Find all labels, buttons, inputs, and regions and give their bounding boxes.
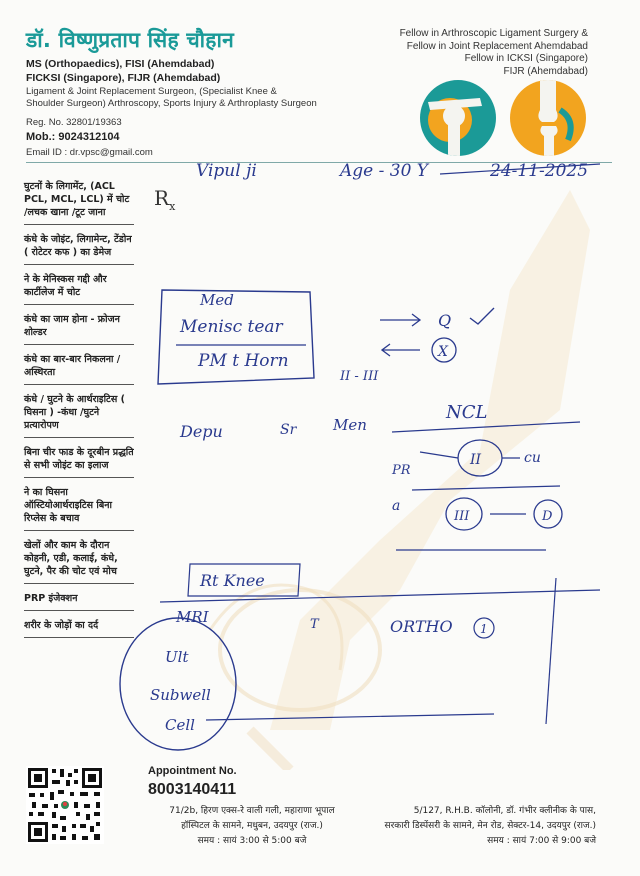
fellow-line: Fellow in ICKSI (Singapore) [464, 53, 588, 64]
fellow-line: Fellow in Joint Replacement Ahemdabad [406, 40, 588, 52]
service-item: कंधे / घुटने के आर्थराइटिस ( घिसना ) -कंधा /घुटने प्रत्यारोपण [24, 393, 134, 438]
hw-sr: Sr [280, 422, 297, 438]
hw-iii: III [454, 509, 470, 524]
hw-age: Age - 30 Y [340, 161, 429, 181]
doctor-name: डॉ. विष्णुप्रताप सिंह चौहान [26, 28, 234, 52]
fellow-line: Fellow in Arthroscopic Ligament Surgery & [399, 28, 588, 39]
appointment-number: 8003140411 [148, 781, 237, 798]
hw-tick [470, 308, 494, 324]
qr-code [26, 766, 104, 844]
address-left-line-3: समय : सायं 3:00 से 5:00 बजे [197, 836, 307, 846]
hw-one: 1 [480, 622, 488, 636]
hw-patient-name: Vipul ji [196, 161, 257, 181]
hw-line-5 [206, 714, 494, 720]
service-item: खेलों और काम के दौरान कोहनी, एडी, कलाई, कंधे, घुटने, पैर की चोट एवं मोच [24, 539, 134, 584]
hw-ncl: NCL [446, 402, 488, 423]
hw-pm-horn: PM t Horn [198, 351, 289, 371]
service-item: कंधे का बार-बार निकलना / अस्थिरता [24, 353, 134, 385]
hw-t: T [310, 617, 319, 632]
hw-ii: II [470, 452, 482, 468]
hw-x: X [438, 344, 448, 360]
qualification-line-1: MS (Orthopaedics), FISI (Ahemdabad) [26, 58, 215, 70]
address-left [147, 804, 357, 849]
mobile-number: Mob.: 9024312104 [26, 131, 120, 143]
address-left-line-2: हॉस्पिटल के सामने, मधुबन, उदयपुर (राज.) [181, 821, 323, 831]
appointment-label: Appointment No. [148, 765, 237, 777]
email-address: Email ID : dr.vpsc@gmail.com [26, 147, 153, 158]
service-item: PRP इंजेक्शन [24, 592, 134, 611]
hw-grade: II - III [340, 369, 379, 384]
hw-vertical-line [546, 578, 556, 724]
hw-ortho: ORTHO [390, 617, 453, 636]
hw-line-2 [412, 486, 560, 490]
hw-a: a [392, 498, 401, 514]
hw-rt-knee: Rt Knee [200, 571, 265, 590]
service-item: ने के मेनिस्कस गद्दी और कार्टीलेज में चोट [24, 273, 134, 305]
rx-r: R [154, 186, 170, 210]
address-right-line-2: सरकारी डिस्पेंसरी के सामने, मेन रोड, सेक्टर-14, उदयपुर (राज.) [384, 821, 596, 831]
hw-line-1 [392, 422, 580, 432]
service-item: बिना चीर फाड के दूरबीन प्रद्धति से सभी जोइंट का इलाज [24, 446, 134, 478]
service-item: कंधे का जाम होना - फ्रोजन शोल्डर [24, 313, 134, 345]
specialty-line-2: Shoulder Surgeon) Arthroscopy, Sports Injury & Arthroplasty Surgeon [26, 98, 317, 109]
hw-arrow-3 [420, 452, 458, 458]
specialty-line-1: Ligament & Joint Replacement Surgeon, (Specialist Knee & [26, 86, 277, 97]
hw-menisc: Menisc tear [180, 317, 283, 337]
address-left-line-1: 71/2b, हिरण एक्स-रे वाली गली, महाराणा भूपाल [169, 806, 335, 816]
address-right-line-1: 5/127, R.H.B. कॉलोनी, डॉ. गंभीर क्लीनीक के पास, [413, 806, 596, 816]
fellow-line: FIJR (Ahemdabad) [503, 65, 588, 77]
hw-d: D [542, 509, 553, 524]
registration-number: Reg. No. 32801/19363 [26, 117, 122, 128]
service-item: कंधे के जोइंट, लिगामेन्ट, टेंडोन ( रोटेटर कफ ) का डेमेज [24, 233, 134, 265]
service-item: घुटनों के लिगामेंट, (ACL PCL, MCL, LCL) में चोट /लचक खाना /टूट जाना [24, 180, 134, 225]
hw-date: 24-11-2025 [490, 161, 589, 181]
address-right-line-3: समय : सायं 7:00 से 9:00 बजे [487, 836, 596, 846]
hw-cell: Cell [165, 716, 195, 734]
hw-q: Q [438, 311, 452, 330]
hw-med: Med [200, 291, 234, 309]
address-right [346, 804, 596, 849]
qualification-line-2: FICKSI (Singapore), FIJR (Ahemdabad) [26, 72, 221, 84]
hw-pr: PR [392, 463, 411, 478]
hw-ult: Ult [165, 648, 189, 666]
hw-men: Men [333, 416, 367, 434]
hw-mri: MRI [176, 608, 209, 626]
service-item: ने का घिसना ऑस्टियोआर्थराइटिस बिना रिप्लेस के बचाव [24, 486, 134, 531]
hw-cu: cu [524, 450, 541, 466]
hw-subwell: Subwell [150, 686, 211, 704]
rx-sub: x [169, 200, 176, 213]
service-item: शरीर के जोड़ों का दर्द [24, 619, 134, 638]
hw-depu: Depu [180, 422, 223, 441]
